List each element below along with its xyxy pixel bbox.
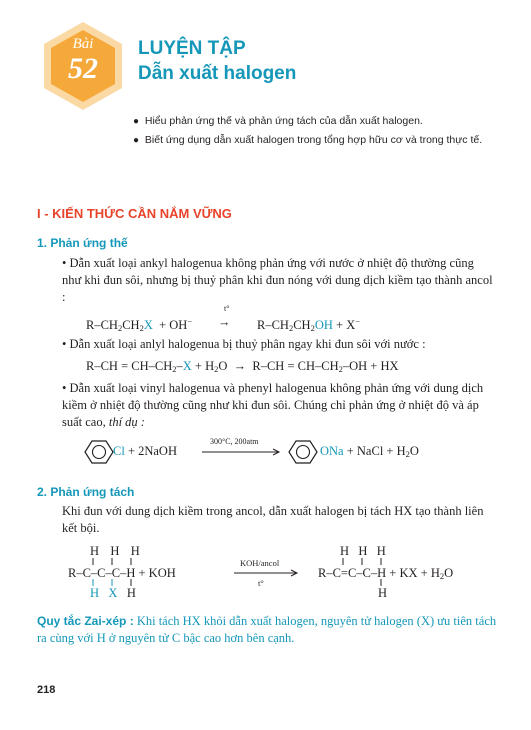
zaitsev-rule: Quy tắc Zai-xép : Khi tách HX khỏi dẫn xuất halogen, nguyên tử halogen (X) ưu tiên tách ra cùng với H ở nguyên tử C bậc cao hơn bên cạnh.	[37, 614, 497, 645]
equation-3-right: ONa + NaCl + $H_2O$	[320, 444, 419, 459]
equation-1-product: $R-CH_2CH_2OH + X^-$	[257, 315, 361, 333]
bond-lines	[338, 556, 398, 596]
subsection-heading-1: 1. Phản ứng thế	[37, 236, 128, 250]
equation-3-left: Cl + 2NaOH	[113, 444, 177, 458]
bond-lines	[88, 556, 148, 596]
eq4-condition-top: KOH/ancol	[240, 558, 280, 568]
eq3-condition: 300°C, 200atm	[210, 437, 259, 446]
eq1-condition: t°	[224, 304, 230, 313]
lesson-subtitle: Dẫn xuất halogen	[138, 63, 297, 84]
reaction-arrow-icon	[202, 448, 282, 456]
equation-4-right-bottom: H	[378, 586, 388, 600]
eq4-condition-bottom: t°	[258, 578, 264, 588]
paragraph-1: • Dẫn xuất loại ankyl halogenua không phản ứng với nước ở nhiệt độ thường cũng như khi đun sôi, nhưng bị thuỷ phân khi đun nóng với dung dịch kiềm tạo thành ancol :	[62, 256, 493, 304]
reaction-arrow-icon	[234, 569, 300, 577]
paragraph-3: • Dẫn xuất loại vinyl halogenua và phenyl halogenua không phản ứng với dung dịch kiềm ở nhiệt độ thường cũng như khi đun sôi. Chúng chỉ phản ứng ở nhiệt độ và áp suất cao, thí dụ :	[62, 381, 484, 429]
objective-item: ● Hiểu phản ứng thế và phản ứng tách của dẫn xuất halogen.	[133, 115, 423, 127]
paragraph-4: Khi đun với dung dịch kiềm trong ancol, dẫn xuất halogen bị tách HX tạo thành liên kết bội.	[62, 504, 484, 535]
badge-number: 52	[68, 52, 98, 85]
lesson-title: LUYỆN TẬP	[138, 38, 246, 59]
equation-2: $R-CH = CH-CH_2-X + H_2O \to R-CH = CH-CH_2-OH$ + HX	[86, 359, 399, 374]
page-number: 218	[37, 684, 56, 696]
equation-4-right-top: H H H	[340, 544, 386, 558]
equation-1: $R-CH_2CH_2X + OH^-$	[86, 315, 193, 333]
eq1-arrow: →	[218, 315, 231, 329]
subsection-heading-2: 2. Phản ứng tách	[37, 485, 135, 499]
equation-4-left-top: H H H	[90, 544, 141, 558]
objectives-list	[133, 112, 513, 150]
lesson-badge	[38, 20, 128, 110]
paragraph-2: • Dẫn xuất loại anlyl halogenua bị thuỷ phân ngay khi đun sôi với nước :	[62, 337, 426, 351]
equation-4-left-main: R–C–C–C–H + KOH	[68, 566, 176, 580]
benzene-ring-icon	[84, 439, 114, 465]
equation-4-left-bottom: H X H	[90, 586, 136, 600]
badge-word: Bài	[72, 36, 94, 52]
benzene-ring-icon	[288, 439, 318, 465]
section-heading: I - KIẾN THỨC CẦN NẮM VỮNG	[37, 206, 232, 221]
objective-item: ● Biết ứng dụng dẫn xuất halogen trong tổng hợp hữu cơ và trong thực tế.	[133, 134, 483, 146]
equation-4-right-main: R–C=C–C–H + KX + $H_2O$	[318, 566, 454, 581]
